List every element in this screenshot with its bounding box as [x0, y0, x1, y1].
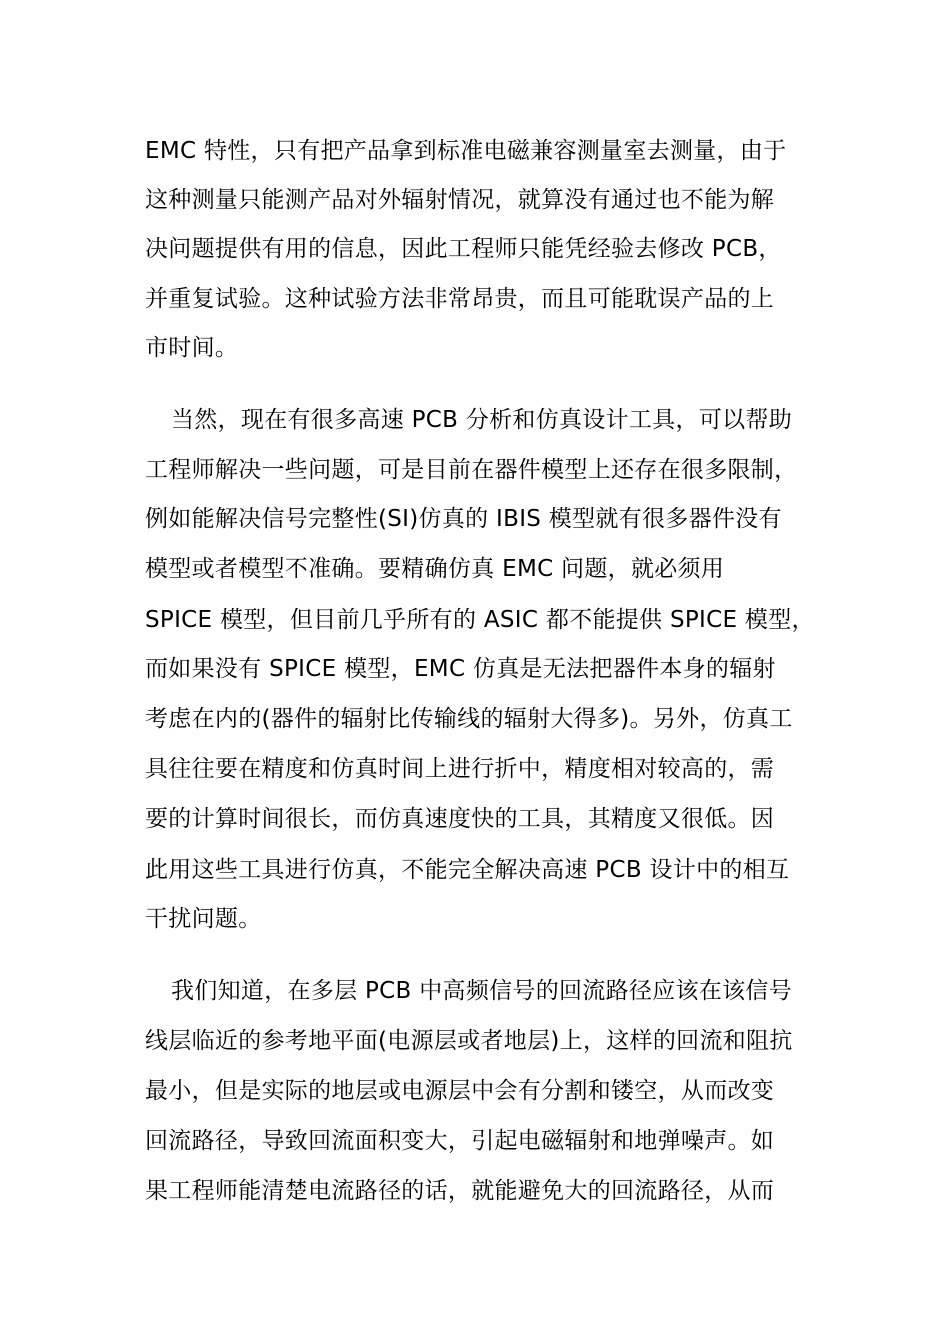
text-line: 果工程师能清楚电流路径的话，就能避免大的回流路径，从而: [145, 1178, 775, 1204]
text-line: 而如果没有 SPICE 模型，EMC 仿真是无法把器件本身的辐射: [145, 656, 776, 682]
text-line: EMC 特性，只有把产品拿到标准电磁兼容测量室去测量，由于: [145, 138, 787, 164]
text-line: 模型或者模型不准确。要精确仿真 EMC 问题，就必须用: [145, 556, 725, 582]
text-line: 我们知道，在多层 PCB 中高频信号的回流路径应该在该信号: [171, 978, 793, 1004]
text-line: 例如能解决信号完整性(SI)仿真的 IBIS 模型就有很多器件没有: [145, 506, 782, 532]
text-line: SPICE 模型，但目前几乎所有的 ASIC 都不能提供 SPICE 模型，: [145, 607, 815, 633]
text-line: 这种测量只能测产品对外辐射情况，就算没有通过也不能为解: [145, 187, 775, 213]
text-line: 考虑在内的(器件的辐射比传输线的辐射大得多)。另外，仿真工: [145, 706, 793, 732]
text-line: 线层临近的参考地平面(电源层或者地层)上，这样的回流和阻抗: [145, 1028, 793, 1054]
text-line: 干扰问题。: [145, 906, 262, 932]
text-line: 市时间。: [145, 335, 239, 361]
text-line: 此用这些工具进行仿真，不能完全解决高速 PCB 设计中的相互: [145, 857, 790, 883]
text-line: 并重复试验。这种试验方法非常昂贵，而且可能耽误产品的上: [145, 286, 775, 312]
text-line: 最小，但是实际的地层或电源层中会有分割和镂空，从而改变: [145, 1078, 775, 1104]
text-line: 回流路径，导致回流面积变大，引起电磁辐射和地弹噪声。如: [145, 1128, 775, 1154]
text-line: 决问题提供有用的信息，因此工程师只能凭经验去修改 PCB，: [145, 236, 782, 262]
text-line: 具往往要在精度和仿真时间上进行折中，精度相对较高的，需: [145, 756, 775, 782]
text-line: 工程师解决一些问题，可是目前在器件模型上还存在很多限制，: [145, 457, 798, 483]
text-line: 当然，现在有很多高速 PCB 分析和仿真设计工具，可以帮助: [171, 407, 793, 433]
text-line: 要的计算时间很长，而仿真速度快的工具，其精度又很低。因: [145, 806, 775, 832]
